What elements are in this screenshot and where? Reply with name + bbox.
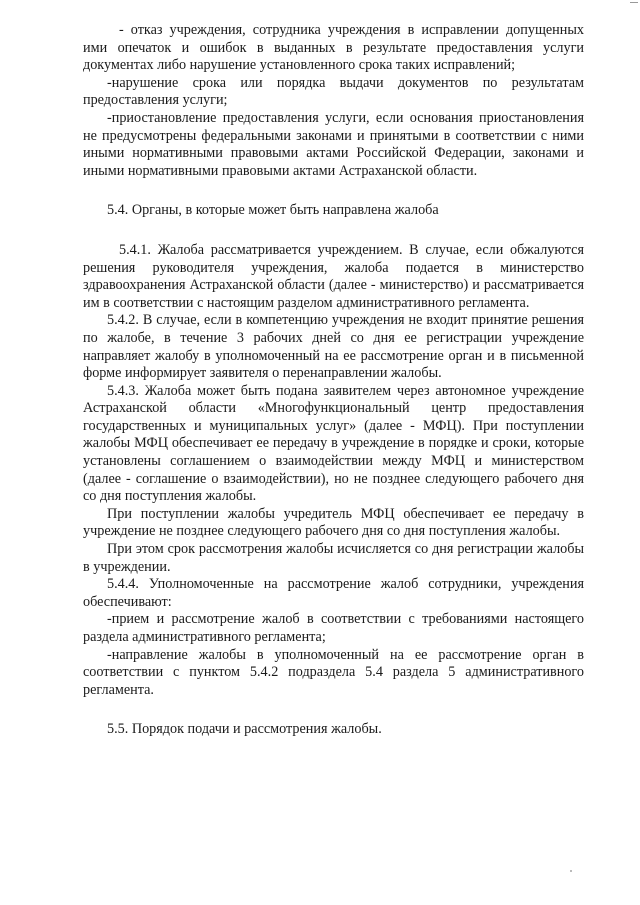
spacer — [83, 699, 584, 721]
paragraph-5-4-4-forwarding: -направление жалобы в уполномоченный на ее рассмотрение орган в соответствии с пунктом 5.4.2 подраздела 5.4 раздела 5 административного регламента. — [83, 646, 584, 698]
paragraph-5-4-3: 5.4.3. Жалоба может быть подана заявителем через автономное учреждение Астраханской области «Многофункциональный центр предоставления государственных и муниципальных услуг» (далее - МФЦ). При поступлении жалобы МФЦ обеспечивает ее передачу в учреждение в порядке и сроки, которые установлены соглашением о взаимодействии между МФЦ и министерством (далее - соглашение о взаимодействии), но не позднее следующего рабочего дня со дня поступления жалобы. — [83, 382, 584, 505]
document-page — [83, 22, 584, 739]
paragraph-deadline-violation: -нарушение срока или порядка выдачи документов по результатам предоставления услуги; — [83, 74, 584, 109]
paragraph-5-4-1: 5.4.1. Жалоба рассматривается учреждением. В случае, если обжалуются решения руководителя учреждения, жалоба подается в министерство здравоохранения Астраханской области (далее - министерство) и рассматривается им в соответствии с настоящим разделом административного регламента. — [83, 241, 584, 311]
paragraph-5-4-3-term: При этом срок рассмотрения жалобы исчисляется со дня регистрации жалобы в учреждении. — [83, 541, 584, 575]
paragraph-refusal-correction: - отказ учреждения, сотрудника учреждения в исправлении допущенных ими опечаток и ошибок в выданных в результате предоставления услуги документах либо нарушение установленного срока таких исправлений; — [83, 22, 584, 74]
paragraph-5-4-2: 5.4.2. В случае, если в компетенцию учреждения не входит принятие решения по жалобе, в течение 3 рабочих дней со дня ее регистрации учреждение направляет жалобу в уполномоченный на ее рассмотрение орган и в письменной форме информирует заявителя о перенаправлении жалобы. — [83, 312, 584, 382]
section-heading-5-5: 5.5. Порядок подачи и рассмотрения жалобы. — [107, 721, 382, 738]
paragraph-suspension: -приостановление предоставления услуги, если основания приостановления не предусмотрены федеральными законами и принятыми в соответствии с ними иными нормативными правовыми актами Российской Федерации, законами и иными нормативными правовыми актами Астраханской области. — [83, 109, 584, 179]
spacer — [83, 220, 584, 242]
section-heading-5-4: 5.4. Органы, в которые может быть направлена жалоба — [107, 202, 439, 219]
paragraph-5-4-4: 5.4.4. Уполномоченные на рассмотрение жалоб сотрудники, учреждения обеспечивают: — [83, 576, 584, 610]
paragraph-5-4-3-founder: При поступлении жалобы учредитель МФЦ обеспечивает ее передачу в учреждение не позднее следующего рабочего дня со дня поступления жалобы. — [83, 505, 584, 540]
spacer — [83, 180, 584, 202]
scan-corner-mark — [630, 2, 638, 9]
paragraph-5-4-4-reception: -прием и рассмотрение жалоб в соответствии с требованиями настоящего раздела административного регламента; — [83, 611, 584, 645]
scan-dust-mark — [570, 870, 572, 872]
